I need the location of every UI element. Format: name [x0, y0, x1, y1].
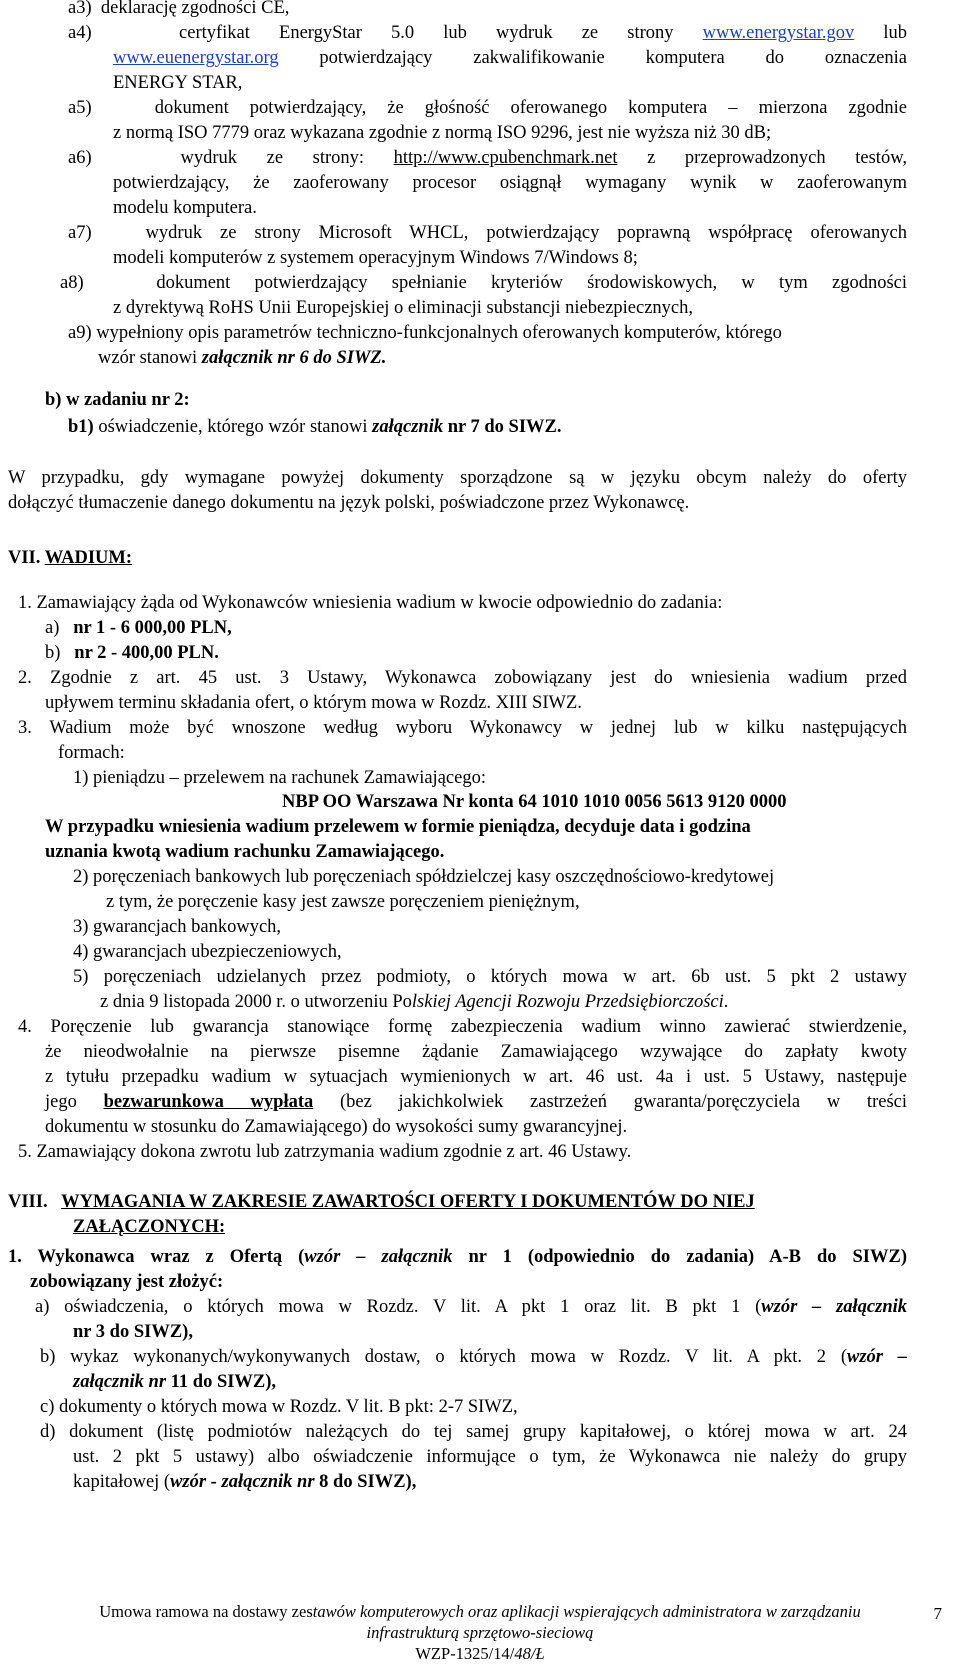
- bank-account-number: NBP OO Warszawa Nr konta 64 1010 1010 0056 5613 9120 0000: [282, 792, 787, 812]
- wadium-p2-line1: 2. Zgodnie z art. 45 ust. 3 Ustawy, Wykonawca zobowiązany jest do wniesienia wadium przed: [18, 668, 907, 688]
- list-item-a8-line2: z dyrektywą RoHS Unii Europejskiej o eliminacji substancji niebezpiecznych,: [113, 298, 694, 318]
- section8-heading-line2: ZAŁĄCZONYCH:: [73, 1217, 226, 1237]
- list-item-a5: a5) dokument potwierdzający, że głośność oferowanego komputera – mierzona zgodnie: [68, 98, 908, 118]
- section8-item-a-line2: nr 3 do SIWZ),: [73, 1322, 193, 1342]
- section8-item-b-line2: załącznik nr 11 do SIWZ),: [73, 1372, 277, 1392]
- energystar-link[interactable]: www.energystar.gov: [702, 23, 855, 43]
- wadium-p4-line4: jego bezwarunkowa wypłata (bez jakichkolwiek zastrzeżeń gwaranta/poręczyciela w treści: [45, 1092, 907, 1112]
- translation-note-line2: dołączyć tłumaczenie danego dokumentu na język polski, poświadczone przez Wykonawcę.: [8, 493, 690, 513]
- section8-item-d-line3: kapitałowej (wzór - załącznik nr 8 do SIWZ),: [73, 1472, 417, 1492]
- section7-heading: VII. WADIUM:: [8, 548, 133, 568]
- list-item-a7: a7) wydruk ze strony Microsoft WHCL, potwierdzający poprawną współpracę oferowanych: [68, 223, 908, 243]
- wadium-form-5-line1: 5) poręczeniach udzielanych przez podmioty, o których mowa w art. 6b ust. 5 pkt 2 ustawy: [73, 967, 907, 987]
- wadium-p4-line1: 4. Poręczenie lub gwarancja stanowiące formę zabezpieczenia wadium winno zawierać stwierdzenie,: [18, 1017, 907, 1037]
- wadium-p2-line2: upływem terminu składania ofert, o którym mowa w Rozdz. XIII SIWZ.: [45, 693, 582, 713]
- footer-line3: WZP-1325/14/48/Ł: [415, 1644, 545, 1663]
- wadium-form-2-line2: z tym, że poręczenie kasy jest zawsze poręczeniem pieniężnym,: [106, 892, 580, 912]
- wadium-transfer-note-line2: uznania kwotą wadium rachunku Zamawiającego.: [45, 842, 445, 862]
- cpubenchmark-link[interactable]: http://www.cpubenchmark.net: [393, 148, 618, 168]
- wadium-p1a: a) nr 1 - 6 000,00 PLN,: [45, 618, 232, 638]
- list-item-a4: a4) certyfikat EnergyStar 5.0 lub wydruk ze strony www.energystar.gov lub: [68, 23, 908, 43]
- wadium-form-1: 1) pieniądzu – przelewem na rachunek Zamawiającego:: [73, 768, 486, 788]
- task2-heading: b) w zadaniu nr 2:: [45, 390, 190, 410]
- footer-line2: infrastrukturą sprzętowo-sieciową: [366, 1623, 594, 1642]
- list-item-a6-line2: potwierdzający, że zaoferowany procesor osiągnął wymagany wynik w zaoferowanym: [113, 173, 907, 193]
- list-item-a4-line2: www.euenergystar.org potwierdzający zakwalifikowanie komputera do oznaczenia: [113, 48, 907, 68]
- section8-item-d-line2: ust. 2 pkt 5 ustawy) albo oświadczenie informujące o tym, że Wykonawca nie należy do grupy: [73, 1447, 907, 1467]
- euenergystar-link[interactable]: www.euenergystar.org: [113, 48, 279, 68]
- wadium-p3-line1: 3. Wadium może być wnoszone według wyboru Wykonawcy w jednej lub w kilku następujących: [18, 718, 907, 738]
- list-item-a7-line2: modeli komputerów z systemem operacyjnym Windows 7/Windows 8;: [113, 248, 638, 268]
- list-item-a3: a3) deklarację zgodności CE,: [68, 0, 290, 18]
- wadium-form-5-line2: z dnia 9 listopada 2000 r. o utworzeniu Polskiej Agencji Rozwoju Przedsiębiorczości.: [100, 992, 729, 1012]
- list-item-a9: a9) wypełniony opis parametrów techniczno-funkcjonalnych oferowanych komputerów, którego: [68, 323, 782, 343]
- translation-note-line1: W przypadku, gdy wymagane powyżej dokumenty sporządzone są w języku obcym należy do oferty: [8, 468, 907, 488]
- list-item-a8: a8) dokument potwierdzający spełnianie kryteriów środowiskowych, w tym zgodności: [60, 273, 908, 293]
- footer-line1: Umowa ramowa na dostawy zestawów komputerowych oraz aplikacji wspierających administratora w zarządzaniu: [99, 1602, 861, 1621]
- list-item-a9-line2: wzór stanowi załącznik nr 6 do SIWZ.: [98, 348, 387, 368]
- list-item-a4-line3: ENERGY STAR,: [113, 73, 243, 93]
- wadium-p4-line5: dokumentu w stosunku do Zamawiającego) do wysokości sumy gwarancyjnej.: [45, 1117, 628, 1137]
- wadium-p4-line3: z tytułu przepadku wadium w sytuacjach wymienionych w art. 46 ust. 4a i ust. 5 Ustawy, następuje: [45, 1067, 907, 1087]
- section8-heading: VIII. WYMAGANIA W ZAKRESIE ZAWARTOŚCI OFERTY I DOKUMENTÓW DO NIEJ: [8, 1192, 755, 1212]
- task2-b1: b1) oświadczenie, którego wzór stanowi załącznik nr 7 do SIWZ.: [68, 417, 562, 437]
- wadium-form-4: 4) gwarancjach ubezpieczeniowych,: [73, 942, 342, 962]
- wadium-p1b: b) nr 2 - 400,00 PLN.: [45, 643, 219, 663]
- list-item-a6-line3: modelu komputera.: [113, 198, 257, 218]
- page-number: 7: [933, 1604, 942, 1623]
- section8-item-b-line1: b) wykaz wykonanych/wykonywanych dostaw, o których mowa w Rozdz. V lit. A pkt. 2 (wzór –: [40, 1347, 907, 1367]
- section8-item-a-line1: a) oświadczenia, o których mowa w Rozdz. V lit. A pkt 1 oraz lit. B pkt 1 (wzór – załącznik: [35, 1297, 908, 1317]
- wadium-p5: 5. Zamawiający dokona zwrotu lub zatrzymania wadium zgodnie z art. 46 Ustawy.: [18, 1142, 632, 1162]
- wadium-p4-line2: że nieodwołalnie na pierwsze pisemne żądanie Zamawiającego wzywające do zapłaty kwoty: [45, 1042, 907, 1062]
- wadium-p3-line2: formach:: [58, 743, 125, 763]
- wadium-transfer-note-line1: W przypadku wniesienia wadium przelewem w formie pieniądza, decyduje data i godzina: [45, 817, 751, 837]
- section8-item-d-line1: d) dokument (listę podmiotów należących do tej samej grupy kapitałowej, o której mowa w art. 24: [40, 1422, 907, 1442]
- wadium-form-2-line1: 2) poręczeniach bankowych lub poręczeniach spółdzielczej kasy oszczędnościowo-kredytowej: [73, 867, 775, 887]
- wadium-p1: 1. Zamawiający żąda od Wykonawców wniesienia wadium w kwocie odpowiednio do zadania:: [18, 593, 723, 613]
- section8-p1-line2: zobowiązany jest złożyć:: [30, 1272, 224, 1292]
- section8-item-c: c) dokumenty o których mowa w Rozdz. V lit. B pkt: 2-7 SIWZ,: [40, 1397, 518, 1417]
- section8-p1-line1: 1. Wykonawca wraz z Ofertą (wzór – załącznik nr 1 (odpowiednio do zadania) A-B do SIWZ): [8, 1247, 908, 1267]
- list-item-a5-line2: z normą ISO 7779 oraz wykazana zgodnie z normą ISO 9296, jest nie wyższa niż 30 dB;: [113, 123, 772, 143]
- list-item-a6: a6) wydruk ze strony: http://www.cpubenchmark.net z przeprowadzonych testów,: [68, 148, 907, 168]
- wadium-form-3: 3) gwarancjach bankowych,: [73, 917, 282, 937]
